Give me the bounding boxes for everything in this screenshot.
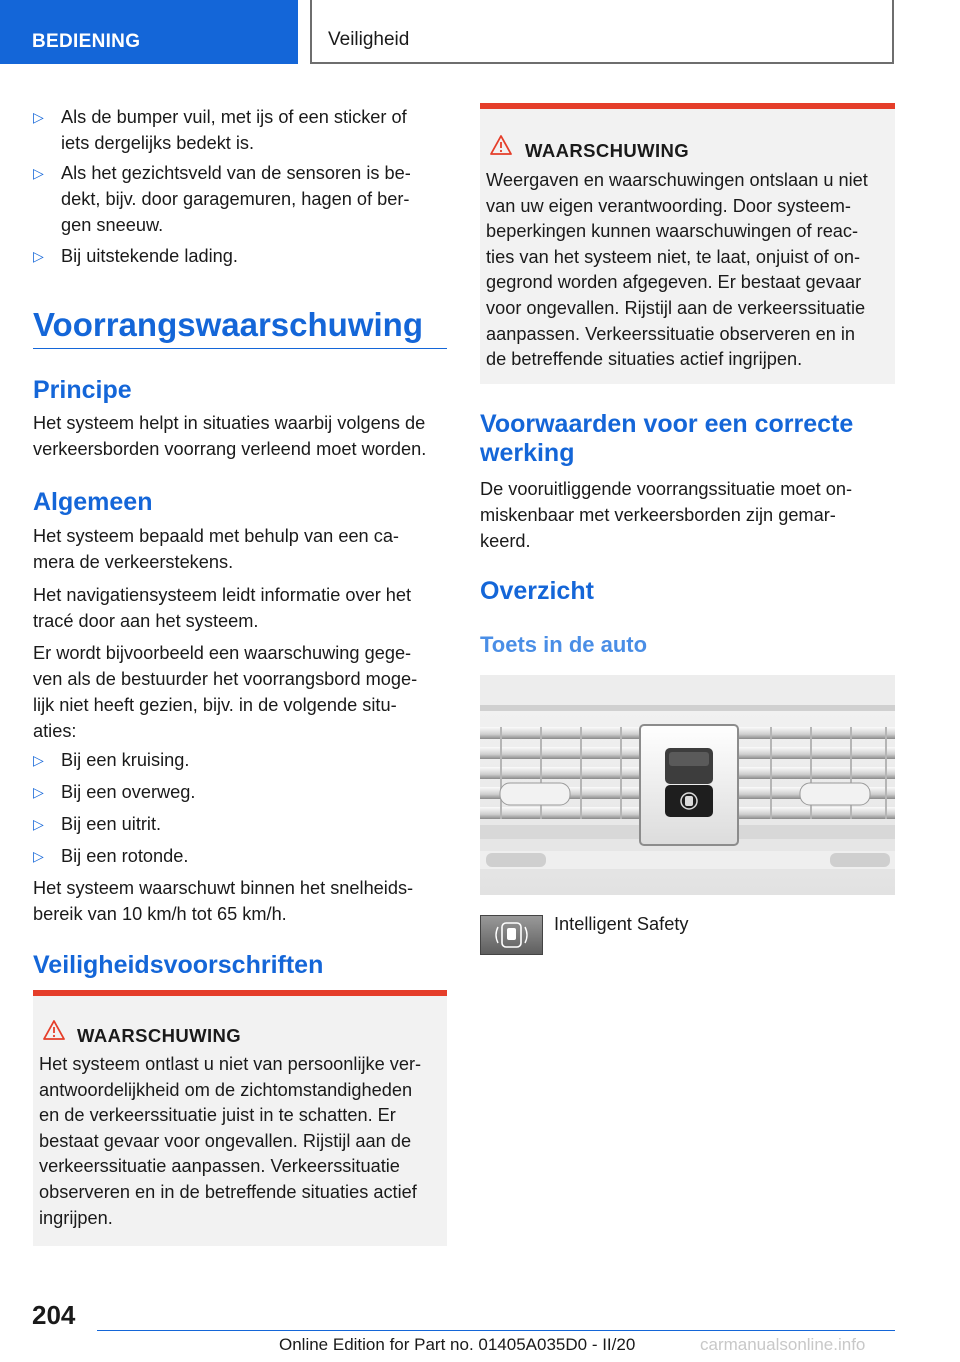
principe-heading: Principe	[33, 376, 132, 404]
page-number: 204	[32, 1300, 76, 1330]
speed-range-text: Het systeem waarschuwt binnen het snelheids- bereik van 10 km/h tot 65 km/h.	[33, 878, 414, 924]
overview-heading: Overzicht	[480, 577, 594, 605]
requirements-text: De vooruitliggende voorrangssituatie moet on- miskenbaar met verkeersborden zijn gemar- keerd.	[480, 479, 853, 551]
edition-text: Online Edition for Part no. 01405A035D0 - II/20	[279, 1335, 636, 1354]
requirements-heading: Voorwaarden voor een correcte werking	[480, 410, 854, 467]
subsection-title: Veiligheid	[328, 29, 410, 50]
warning-title: WAARSCHUWING	[525, 140, 690, 161]
subsection-tab	[310, 0, 894, 64]
bullet-triangle-icon: ▷	[33, 165, 44, 181]
algemeen-paragraph-1: Het systeem bepaald met behulp van een ca- mera de verkeerstekens.	[33, 526, 399, 572]
bullet-triangle-icon: ▷	[33, 816, 44, 832]
bullet-triangle-icon: ▷	[33, 752, 44, 768]
section-tab	[0, 0, 298, 64]
section-title: BEDIENING	[32, 31, 141, 52]
bullet-triangle-icon: ▷	[33, 784, 44, 800]
safety-heading: Veiligheidsvoorschriften	[33, 951, 324, 979]
algemeen-paragraph-2: Het navigatiensysteem leidt informatie over het tracé door aan het systeem.	[33, 585, 412, 631]
page-title: Voorrangswaarschuwing	[33, 306, 423, 343]
warning-text: Weergaven en waarschuwingen ontslaan u niet van uw eigen verantwoording. Door systeem- beperkingen kunnen waarschuwingen of reac- ties van het systeem niet, te laat, onjuist of on- gegrond worden afgegeven. Er bestaat gevaar voor ongevallen. Rijstijl aan de verkeerssituatie aanpassen. Verkeerssituatie observeren en in de betreffende situaties actief ingrijpen.	[486, 170, 868, 370]
intelligent-safety-button-icon	[480, 915, 543, 955]
bullet-triangle-icon: ▷	[33, 109, 44, 125]
watermark: carmanualsonline.info	[700, 1335, 866, 1354]
warning-title: WAARSCHUWING	[77, 1025, 242, 1046]
button-heading: Toets in de auto	[480, 632, 648, 657]
warning-triangle-icon	[43, 1020, 65, 1040]
warning-triangle-icon	[490, 135, 512, 155]
warning-box	[33, 990, 447, 1246]
bullet-triangle-icon: ▷	[33, 248, 44, 264]
algemeen-paragraph-3: Er wordt bijvoorbeeld een waarschuwing gege- ven als de bestuurder het voorrangsbord moge- lijk niet heeft gezien, bijv. in de volgende situ- aties:	[33, 643, 418, 741]
warning-box	[480, 103, 895, 384]
title-rule	[33, 348, 447, 349]
car-button-photo	[480, 675, 895, 895]
algemeen-heading: Algemeen	[33, 488, 153, 516]
footer-rule	[97, 1330, 895, 1331]
bullet-triangle-icon: ▷	[33, 848, 44, 864]
warning-text: Het systeem ontlast u niet van persoonlijke ver- antwoordelijkheid om de zichtomstandigheden en de verkeerssituatie juist in te schatten. Er bestaat gevaar voor ongevallen. Rijstijl aan de verkeerssituatie aanpassen. Verkeerssituatie observeren en in de betreffende situaties actief ingrijpen.	[39, 1054, 422, 1228]
button-label: Intelligent Safety	[554, 914, 689, 934]
principe-text: Het systeem helpt in situaties waarbij volgens de verkeersborden voorrang verleend moet worden.	[33, 413, 427, 459]
